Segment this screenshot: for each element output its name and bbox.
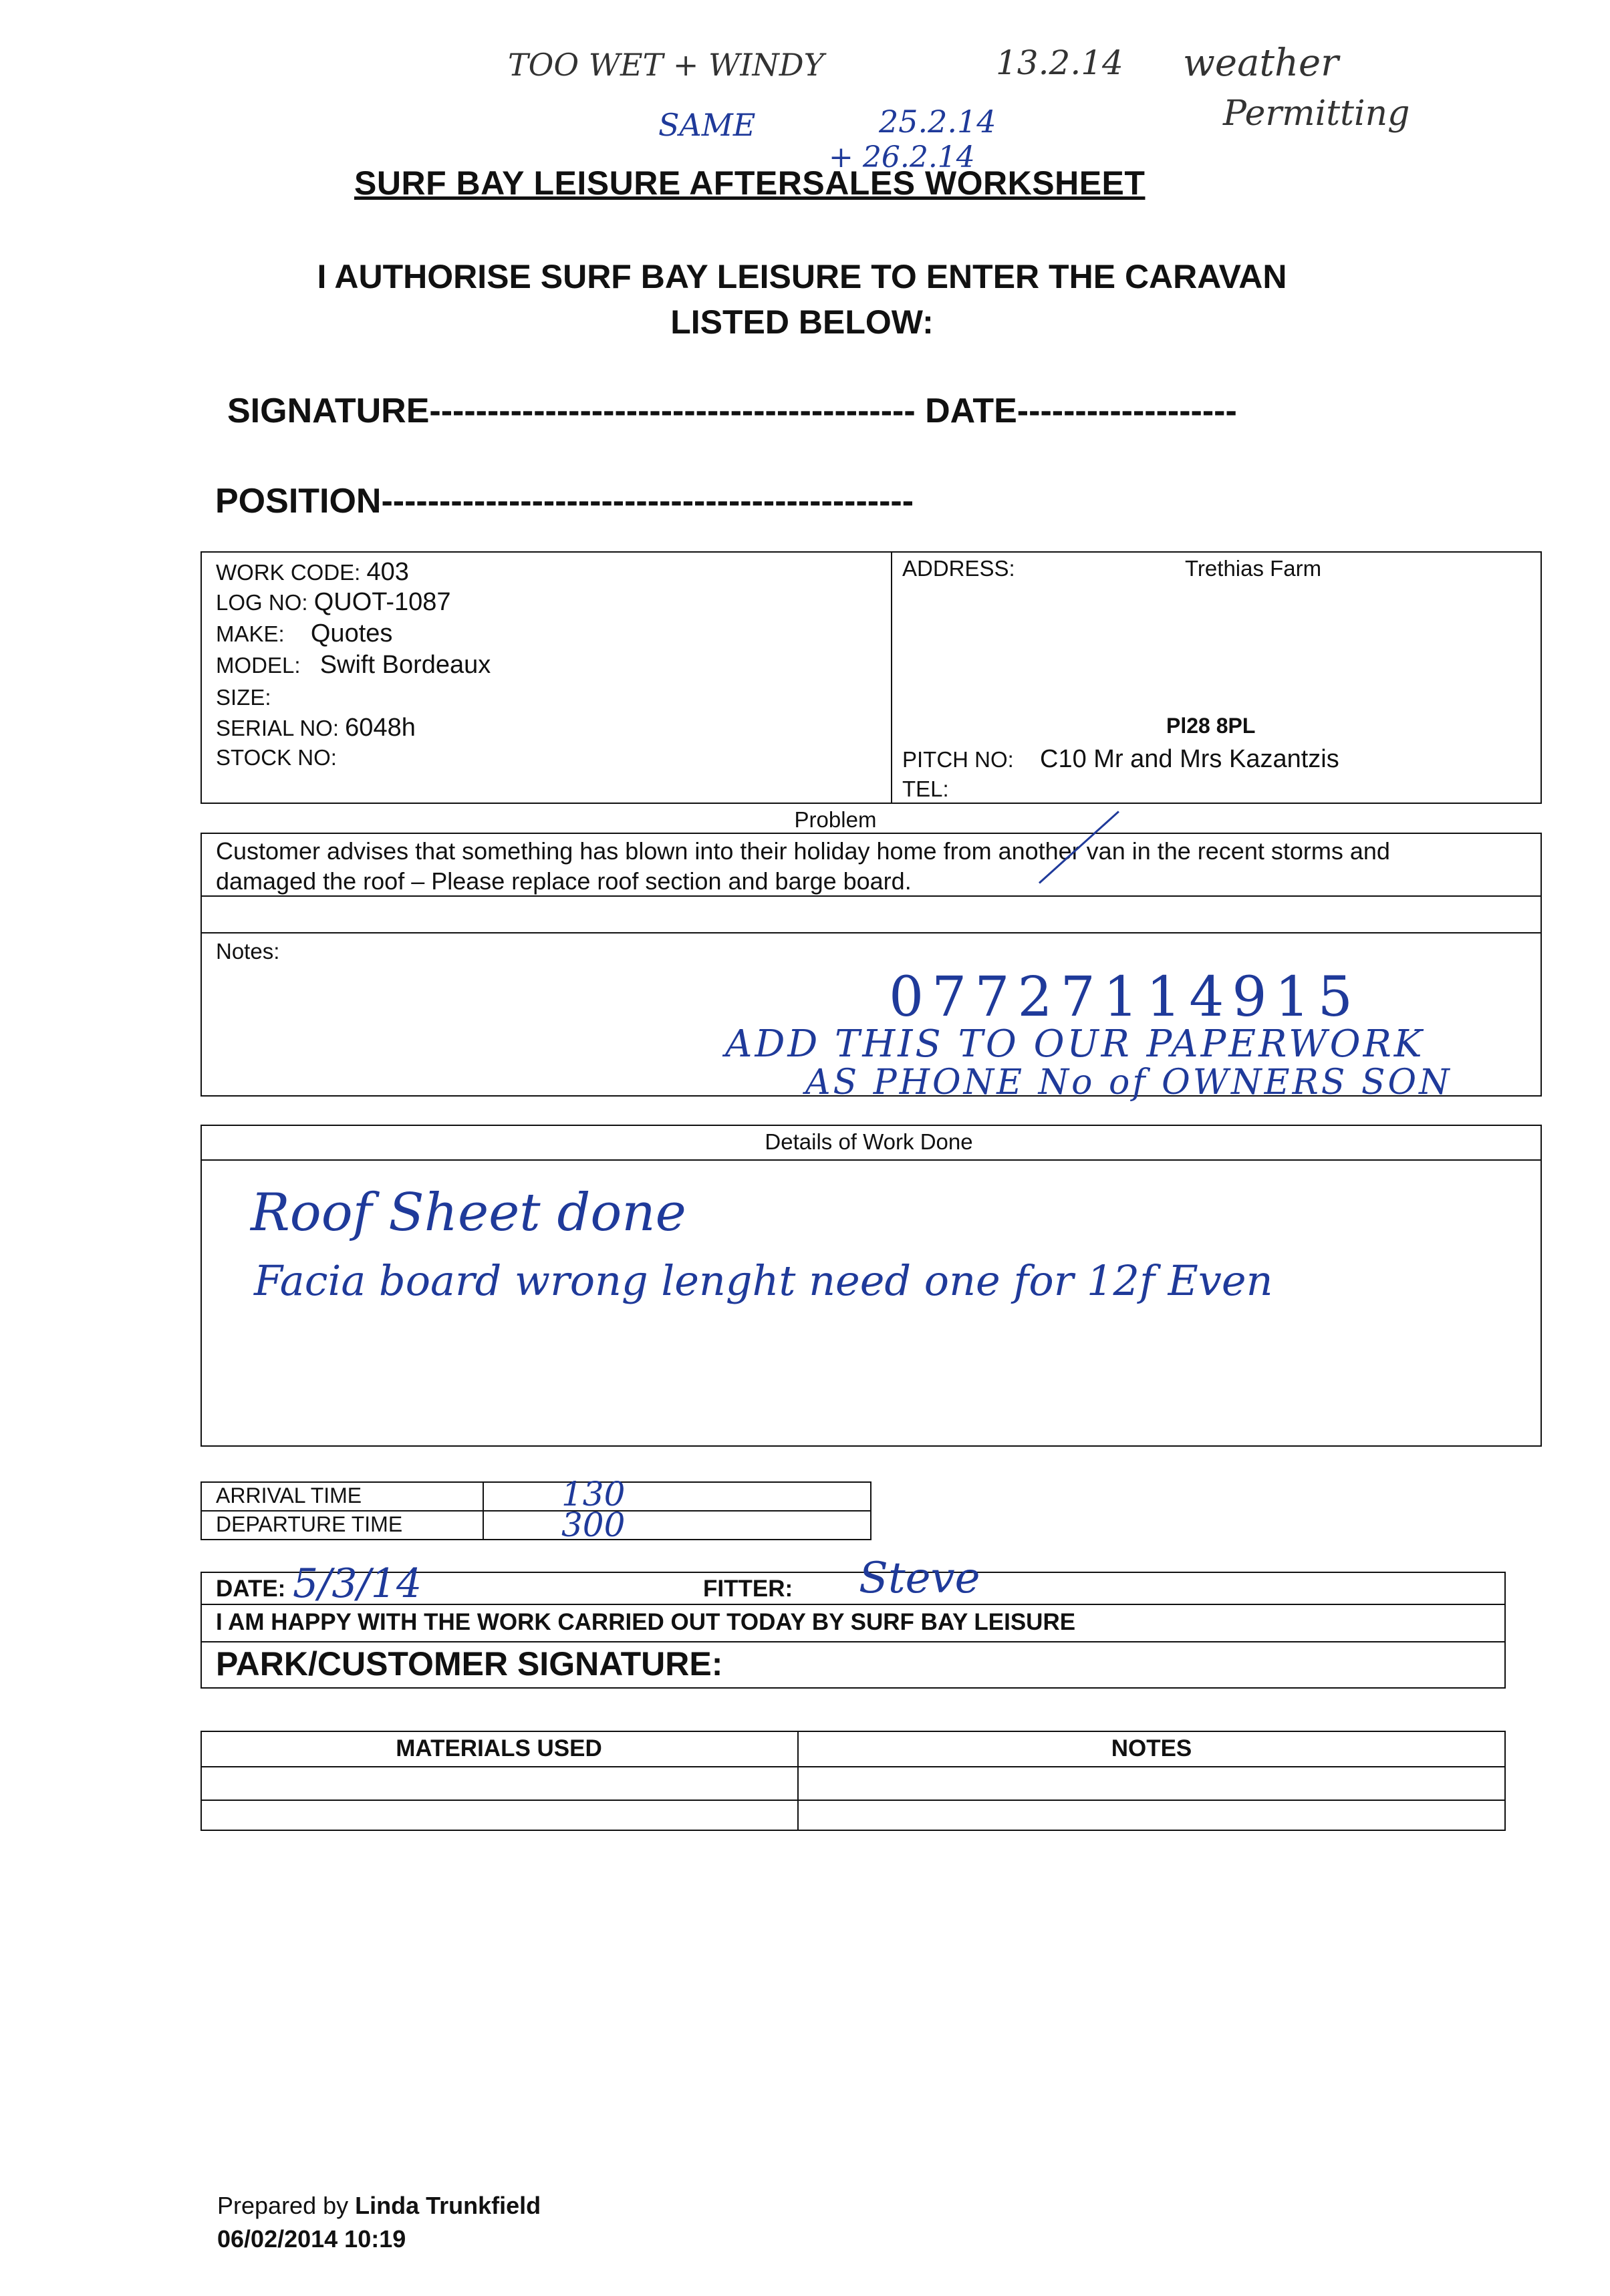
prepared-by-label: Prepared by	[217, 2192, 349, 2219]
signoff-divider-2	[200, 1641, 1506, 1642]
page-title: SURF BAY LEISURE AFTERSALES WORKSHEET	[354, 164, 1146, 202]
position-line: POSITION----------------------------------------------	[215, 482, 914, 521]
details-divider	[891, 551, 892, 804]
fitter-signature: Steve	[859, 1554, 980, 1603]
handwritten-note-permitting: Permitting	[1223, 94, 1410, 134]
address-value: Trethias Farm	[1185, 556, 1322, 581]
make-label: MAKE:	[216, 621, 285, 646]
signature-date-line: SIGNATURE------------------------------------------ DATE-------------------	[227, 392, 1237, 430]
work-done-line-1: Roof Sheet done	[251, 1183, 686, 1243]
log-no-label: LOG NO:	[216, 590, 308, 615]
stock-no-label: STOCK NO:	[216, 745, 337, 770]
serial-no-field	[216, 714, 416, 742]
serial-no-label: SERIAL NO:	[216, 716, 339, 740]
postcode-value: Pl28 8PL	[1166, 714, 1256, 738]
handwritten-note-weather-1: TOO WET + WINDY	[508, 47, 825, 83]
arrival-time-value: 130	[561, 1475, 626, 1514]
make-value: Quotes	[310, 619, 393, 648]
tel-label: TEL:	[902, 776, 949, 801]
model-field	[216, 651, 491, 680]
problem-text-line-2: damaged the roof – Please replace roof section and barge board.	[216, 867, 912, 895]
address-label: ADDRESS:	[902, 556, 1015, 581]
notes-hand-line-2: AS PHONE No of OWNERS SON	[805, 1062, 1452, 1103]
make-field	[216, 619, 392, 648]
departure-time-label: DEPARTURE TIME	[216, 1512, 403, 1536]
materials-row-divider-1	[200, 1766, 1506, 1767]
work-code-value: 403	[366, 558, 409, 586]
fitter-label: FITTER:	[703, 1576, 793, 1602]
problem-text-line-1: Customer advises that something has blown into their holiday home from another van in the recent storms and	[216, 837, 1390, 865]
handwritten-date-2: 25.2.14	[879, 104, 996, 140]
departure-time-value: 300	[561, 1505, 626, 1544]
prepared-by-name: Linda Trunkfield	[355, 2192, 541, 2219]
happy-statement: I AM HAPPY WITH THE WORK CARRIED OUT TODAY BY SURF BAY LEISURE	[216, 1609, 1076, 1635]
materials-row-divider-2	[200, 1800, 1506, 1801]
materials-notes-header: NOTES	[1111, 1735, 1192, 1761]
work-code-label: WORK CODE:	[216, 560, 361, 585]
prepared-timestamp: 06/02/2014 10:19	[217, 2225, 406, 2253]
prepared-by	[217, 2192, 541, 2220]
model-value: Swift Bordeaux	[319, 651, 491, 679]
work-code-field	[216, 558, 409, 587]
date-label: DATE:	[216, 1576, 286, 1602]
serial-no-value: 6048h	[345, 714, 416, 742]
handwritten-date-3: + 26.2.14	[829, 140, 975, 174]
work-done-divider	[200, 1159, 1542, 1161]
size-field	[216, 685, 271, 710]
work-done-line-2: Facia board wrong lenght need one for 12f Even	[254, 1256, 1273, 1305]
times-divider	[200, 1510, 871, 1512]
authorise-line-2: LISTED BELOW:	[670, 303, 934, 341]
pitch-no-field	[902, 745, 1339, 774]
problem-header: Problem	[794, 807, 877, 832]
stock-no-field	[216, 745, 337, 770]
problem-divider-1	[200, 895, 1542, 897]
log-no-value: QUOT-1087	[313, 588, 451, 616]
pitch-no-label: PITCH NO:	[902, 747, 1014, 772]
handwritten-note-weather-2: weather	[1183, 41, 1339, 85]
problem-divider-2	[200, 932, 1542, 934]
pitch-no-value: C10 Mr and Mrs Kazantzis	[1040, 745, 1339, 773]
size-label: SIZE:	[216, 685, 271, 710]
notes-label: Notes:	[216, 939, 280, 964]
model-label: MODEL:	[216, 653, 301, 678]
times-col-divider	[483, 1481, 484, 1540]
notes-hand-line-1: ADD THIS TO OUR PAPERWORK	[725, 1022, 1425, 1066]
materials-used-header: MATERIALS USED	[396, 1735, 602, 1761]
date-value: 5/3/14	[293, 1560, 422, 1607]
customer-signature-label: PARK/CUSTOMER SIGNATURE:	[216, 1645, 723, 1683]
arrival-time-label: ARRIVAL TIME	[216, 1483, 362, 1508]
work-done-header: Details of Work Done	[765, 1129, 973, 1154]
authorise-line-1: I AUTHORISE SURF BAY LEISURE TO ENTER THE CARAVAN	[317, 258, 1287, 295]
handwritten-date-1: 13.2.14	[996, 43, 1123, 82]
handwritten-note-same: SAME	[658, 107, 756, 143]
notes-phone-number: 07727114915	[889, 966, 1361, 1029]
log-no-field	[216, 588, 451, 617]
